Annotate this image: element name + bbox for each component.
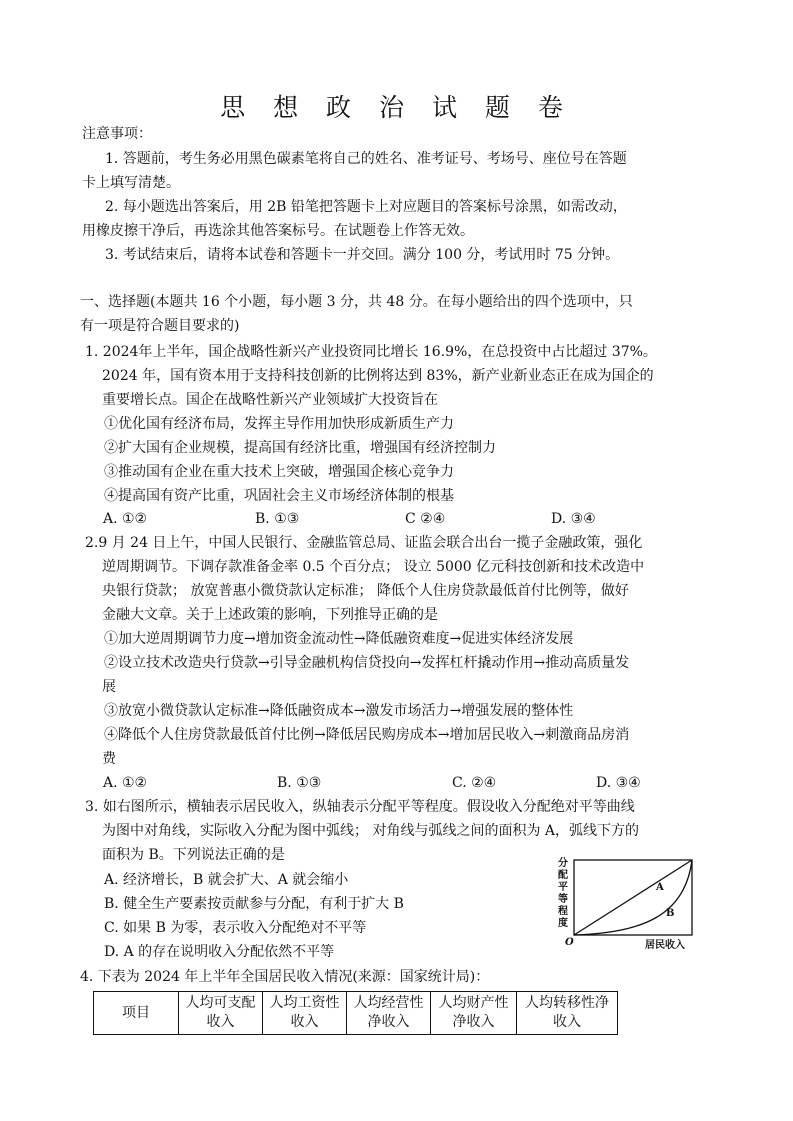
y-label-char: 度 xyxy=(558,918,568,929)
q2-item: ③放宽小微贷款认定标准→降低融资成本→激发市场活力→增强发展的整体性 xyxy=(104,703,574,719)
q1-option-c: C ②④ xyxy=(405,511,446,527)
notice-line: 用橡皮擦干净后，再选涂其他答案标号。在试题卷上作答无效。 xyxy=(82,223,474,239)
q1-item: ④提高国有资产比重，巩固社会主义市场经济体制的根基 xyxy=(104,488,454,504)
notice-heading: 注意事项： xyxy=(82,126,152,142)
q1-stem: 1. 2024年上半年，国企战略性新兴产业投资同比增长 16.9%，在总投资中占比超过 37%。 xyxy=(85,344,657,360)
q2-stem: 金融大文章。关于上述政策的影响，下列推导正确的是 xyxy=(102,607,438,623)
q4-stem: 4. 下表为 2024 年上半年全国居民收入情况(来源：国家统计局)： xyxy=(80,969,490,985)
q2-option-d: D. ③④ xyxy=(596,775,641,791)
table-header-cell: 人均转移性净 收入 xyxy=(517,992,618,1035)
q3-option-a: A. 经济增长，B 就会扩大、A 就会缩小 xyxy=(104,872,349,888)
q1-stem: 2024 年，国有资本用于支持科技创新的比例将达到 83%，新产业新业态正在成为国企的 xyxy=(102,368,654,384)
origin-label: O xyxy=(565,937,574,948)
income-table xyxy=(93,991,618,1035)
q2-stem: 2.9 月 24 日上午，中国人民银行、金融监管总局、证监会联合出台一揽子金融政策，强化 xyxy=(85,535,643,551)
area-a-label: A xyxy=(656,882,664,893)
y-label-char: 配 xyxy=(558,870,568,881)
q3-option-b: B. 健全生产要素按贡献参与分配，有利于扩大 B xyxy=(104,896,404,912)
q1-option-b: B. ①③ xyxy=(255,511,300,527)
q3-stem: 3. 如右图所示，横轴表示居民收入，纵轴表示分配平等程度。假设收入分配绝对平等曲线 xyxy=(85,799,635,815)
q1-item: ②扩大国有企业规模，提高国有经济比重，增强国有经济控制力 xyxy=(104,440,496,456)
equality-diagonal xyxy=(574,860,692,935)
q2-item: ④降低个人住房贷款最低首付比例→降低居民购房成本→增加居民收入→刺激商品房消 xyxy=(104,727,630,743)
q3-stem: 面积为 B。下列说法正确的是 xyxy=(102,847,285,863)
q3-stem: 为图中对角线，实际收入分配为图中弧线； 对角线与弧线之间的面积为 A，弧线下方的 xyxy=(102,823,640,839)
q2-stem: 央银行贷款； 放宽普惠小微贷款认定标准； 降低个人住房贷款最低首付比例等，做好 xyxy=(102,583,629,599)
y-label-char: 程 xyxy=(558,906,568,917)
income-distribution-figure xyxy=(555,855,705,955)
q2-item: 展 xyxy=(102,679,116,695)
notice-line: 卡上填写清楚。 xyxy=(82,175,180,191)
q2-item: ②设立技术改造央行贷款→引导金融机构信贷投向→发挥杠杆撬动作用→推动高质量发 xyxy=(104,655,630,671)
table-header-cell: 项目 xyxy=(94,992,179,1035)
x-axis-label: 居民收入 xyxy=(645,940,685,951)
notice-line: 1. 答题前，考生务必用黑色碳素笔将自己的姓名、准考证号、考场号、座位号在答题 xyxy=(105,151,627,167)
q1-option-d: D. ③④ xyxy=(551,511,596,527)
q1-item: ①优化国有经济布局，发挥主导作用加快形成新质生产力 xyxy=(104,416,454,432)
q2-stem: 逆周期调节。下调存款准备金率 0.5 个百分点； 设立 5000 亿元科技创新和技术改造中 xyxy=(102,559,645,575)
y-axis-label xyxy=(558,856,568,929)
q2-option-a: A. ①② xyxy=(103,775,148,791)
notice-line: 3. 考试结束后，请将本试卷和答题卡一并交回。满分 100 分，考试用时 75 分钟。 xyxy=(105,247,620,263)
y-label-char: 平 xyxy=(558,882,568,893)
section-heading: 一、选择题(本题共 16 个小题，每小题 3 分，共 48 分。在每小题给出的四个选项中，只 xyxy=(80,294,633,310)
notice-line: 2. 每小题选出答案后，用 2B 铅笔把答题卡上对应题目的答案标号涂黑，如需改动， xyxy=(105,199,627,215)
q1-item: ③推动国有企业在重大技术上突破，增强国企核心竞争力 xyxy=(104,464,454,480)
q1-option-a: A. ①② xyxy=(103,511,148,527)
q2-option-b: B. ①③ xyxy=(277,775,322,791)
q2-item: 费 xyxy=(102,751,116,767)
y-label-char: 等 xyxy=(558,894,568,905)
table-header-cell: 人均经营性 净收入 xyxy=(347,992,431,1035)
page-title: 思 想 政 治 试 题 卷 xyxy=(220,93,573,122)
area-b-label: B xyxy=(666,908,675,919)
table-header-row xyxy=(94,992,618,1035)
table-header-cell: 人均可支配 收入 xyxy=(179,992,263,1035)
q3-option-c: C. 如果 B 为零，表示收入分配绝对不平等 xyxy=(104,920,367,936)
q1-stem: 重要增长点。国企在战略性新兴产业领域扩大投资旨在 xyxy=(102,392,438,408)
q2-option-c: C. ②④ xyxy=(452,775,497,791)
q2-item: ①加大逆周期调节力度→增加资金流动性→降低融资难度→促进实体经济发展 xyxy=(104,631,574,647)
y-label-char: 分 xyxy=(558,858,568,869)
q3-option-d: D. A 的存在说明收入分配依然不平等 xyxy=(104,944,335,960)
table-header-cell: 人均工资性 收入 xyxy=(263,992,347,1035)
section-heading: 有一项是符合题目要求的) xyxy=(80,318,240,334)
table-header-cell: 人均财产性 净收入 xyxy=(431,992,517,1035)
